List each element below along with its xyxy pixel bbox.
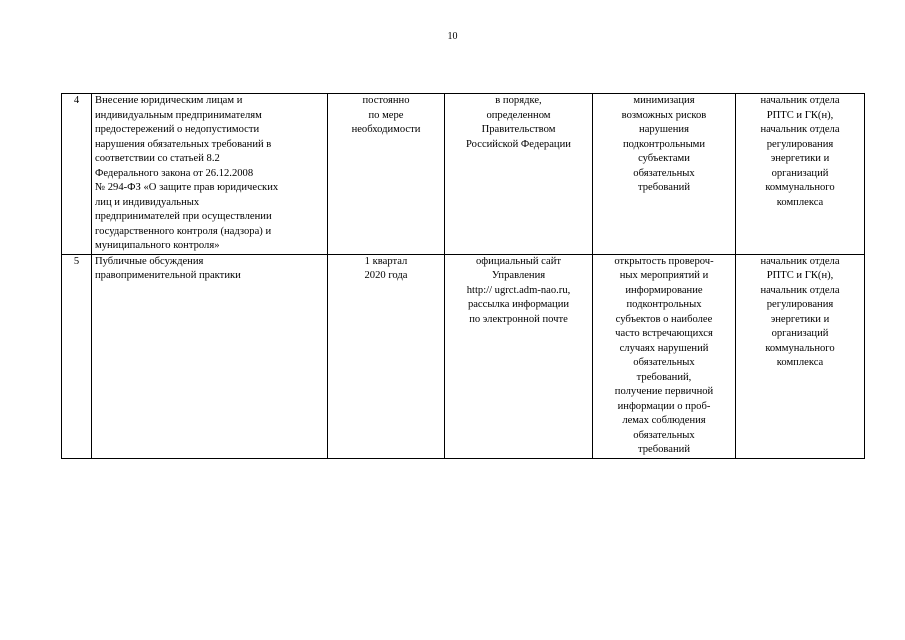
page-number: 10 — [447, 31, 458, 42]
method-cell: в порядке, определенном Правительством Российской Федерации — [445, 94, 593, 255]
table-row — [62, 254, 865, 458]
result-cell: минимизация возможных рисков нарушения подконтрольными субъектами обязательных требований — [593, 94, 736, 255]
result-cell: открытость провероч- ных мероприятий и информирование подконтрольных субъектов о наиболее часто встречающихся случаях нарушений обязательных требований, получение первичной информации о проб- лемах соблюдения обязательных требований — [593, 254, 736, 458]
timing-cell: 1 квартал 2020 года — [328, 254, 445, 458]
row-number-cell: 5 — [62, 254, 92, 458]
action-cell: Внесение юридическим лицам и индивидуальным предпринимателям предостережений о недопустимости нарушения обязательных требований в соответствии со статьей 8.2 Федерального закона от 26.12.2008 № 294-ФЗ «О защите прав юридических лиц и индивидуальных предпринимателей при осуществлении государственного контроля (надзора) и муниципального контроля» — [92, 94, 328, 255]
timing-cell: постоянно по мере необходимости — [328, 94, 445, 255]
responsible-cell: начальник отдела РПТС и ГК(н), начальник отдела регулирования энергетики и организаций коммунального комплекса — [736, 254, 865, 458]
method-cell: официальный сайт Управления http:// ugrct.adm-nao.ru, рассылка информации по электронной почте — [445, 254, 593, 458]
table-row — [62, 94, 865, 255]
action-cell: Публичные обсуждения правоприменительной практики — [92, 254, 328, 458]
responsible-cell: начальник отдела РПТС и ГК(н), начальник отдела регулирования энергетики и организаций коммунального комплекса — [736, 94, 865, 255]
measures-table — [61, 93, 865, 459]
row-number-cell: 4 — [62, 94, 92, 255]
